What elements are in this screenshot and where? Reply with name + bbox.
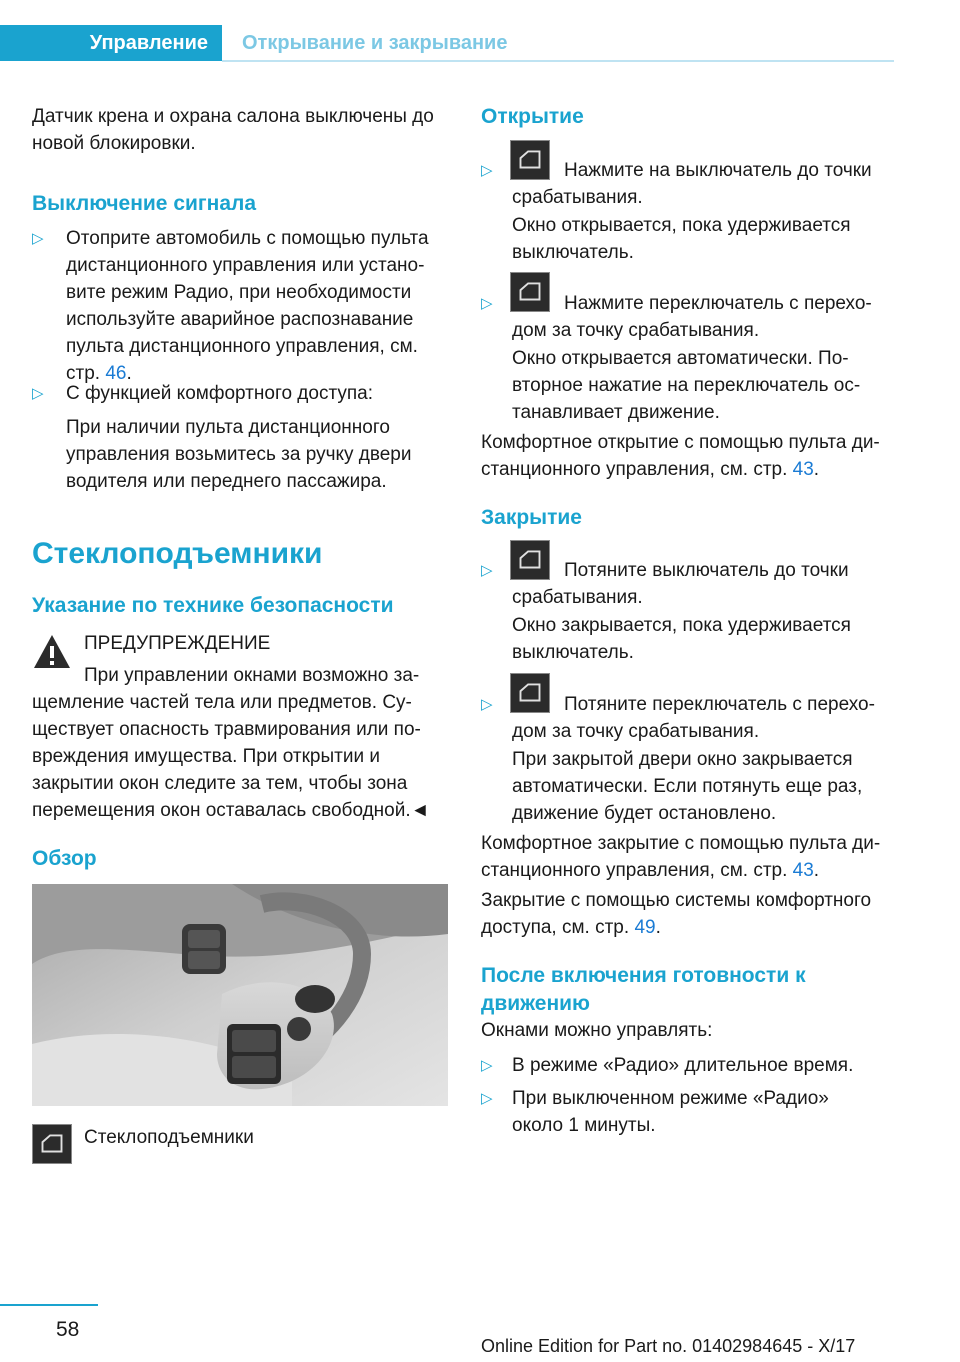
edition-note: Online Edition for Part no. 01402984645 - X/17	[481, 1336, 856, 1356]
bullet-triangle-icon: ▷	[32, 385, 44, 402]
footer-divider	[0, 1304, 98, 1306]
open-item-1: Нажмите на выключатель до точки срабатывания.	[512, 160, 872, 208]
page-link-46[interactable]: 46	[105, 363, 127, 384]
header-divider	[222, 60, 894, 62]
open-item-1-detail: Окно открывается, пока удерживается выключатель.	[512, 215, 851, 263]
alarm-item-2-title: С функцией комфортного доступа:	[66, 383, 374, 404]
bullet-triangle-icon: ▷	[481, 696, 493, 713]
safety-heading: Указание по технике безопасности	[32, 594, 394, 617]
warning-text: При управлении окнами возможно за-щемление частей тела или предметов. Су-ществует опасность травмирования или по-вреждения имущества. При открытии и закрытии окон следите за тем, чтобы зона перемещения окон оставалась свободной.◄	[32, 665, 430, 821]
photo-caption: Стеклоподъемники	[84, 1127, 254, 1148]
bullet-triangle-icon: ▷	[481, 1090, 493, 1107]
header-chapter-tab[interactable]: Управление	[89, 32, 208, 54]
after-item-1: В режиме «Радио» длительное время.	[512, 1055, 854, 1076]
close-item-2-detail: При закрытой двери окно закрывается автоматически. Если потянуть еще раз, движение будет остановлено.	[512, 749, 863, 824]
open-item-2-detail: Окно открывается автоматически. По-вторное нажатие на переключатель ос-танавливает движение.	[512, 348, 861, 423]
page-link-43[interactable]: 43	[792, 860, 814, 881]
after-heading: После включения готовности к движению	[481, 964, 806, 1015]
bullet-triangle-icon: ▷	[481, 1057, 493, 1074]
open-item-2: Нажмите переключатель с перехо-дом за точку срабатывания.	[512, 293, 872, 341]
close-heading: Закрытие	[481, 506, 582, 529]
door-switch-photo	[32, 884, 448, 1106]
page-link-49[interactable]: 49	[634, 917, 656, 938]
alarm-item-1: Отоприте автомобиль с помощью пульта дистанционного управления или устано-вите режим Радио, при необходимости используйте аварийное распознавание пульта дистанционного управления, см. стр. 46.	[66, 228, 429, 384]
overview-heading: Обзор	[32, 847, 97, 870]
close-item-1-detail: Окно закрывается, пока удерживается выключатель.	[512, 615, 851, 663]
close-item-1: Потяните выключатель до точки срабатывания.	[512, 560, 849, 608]
window-switch-icon	[32, 1124, 72, 1164]
alarm-item-2-text: При наличии пульта дистанционного управления возьмитесь за ручку двери водителя или переднего пассажира.	[66, 417, 412, 492]
bullet-triangle-icon: ▷	[481, 295, 493, 312]
open-heading: Открытие	[481, 105, 584, 128]
page-number: 58	[56, 1318, 80, 1341]
bullet-triangle-icon: ▷	[481, 162, 493, 179]
bullet-triangle-icon: ▷	[32, 230, 44, 247]
close-access: Закрытие с помощью системы комфортного доступа, см. стр. 49.	[481, 890, 872, 938]
intro-paragraph: Датчик крена и охрана салона выключены до новой блокировки.	[32, 106, 434, 154]
header-section-tab[interactable]: Открывание и закрывание	[242, 32, 508, 54]
page-link-43[interactable]: 43	[792, 459, 814, 480]
alarm-item-1-text: Отоприте автомобиль с помощью пульта дистанционного управления или устано-вите режим Радио, при необходимости используйте аварийное распознавание пульта дистанционного управления, см. стр.	[66, 228, 429, 384]
alarm-heading: Выключение сигнала	[32, 192, 257, 215]
bullet-triangle-icon: ▷	[481, 562, 493, 579]
close-comfort: Комфортное закрытие с помощью пульта ди-станционного управления, см. стр. 43.	[481, 833, 881, 881]
after-intro: Окнами можно управлять:	[481, 1020, 713, 1041]
warning-title: ПРЕДУПРЕЖДЕНИЕ	[84, 633, 271, 654]
windows-heading: Стеклоподъемники	[32, 537, 323, 570]
open-comfort: Комфортное открытие с помощью пульта ди-станционного управления, см. стр. 43.	[481, 432, 880, 480]
close-item-2: Потяните переключатель с перехо-дом за точку срабатывания.	[512, 694, 875, 742]
after-item-2: При выключенном режиме «Радио» около 1 минуты.	[512, 1088, 829, 1136]
